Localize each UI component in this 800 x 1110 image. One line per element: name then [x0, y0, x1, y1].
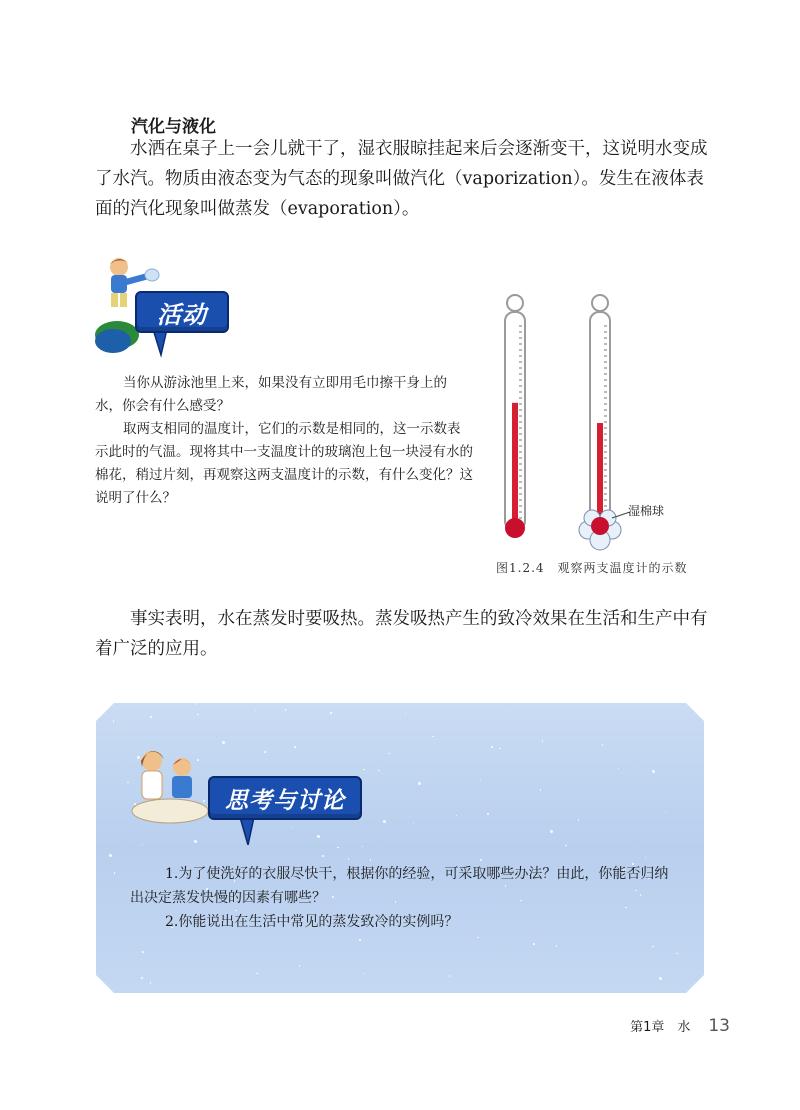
sparkle	[456, 815, 458, 817]
sparkle	[491, 746, 493, 748]
sparkle	[602, 744, 604, 746]
sparkle	[550, 830, 553, 833]
chapter-label: 第1章 水	[630, 1020, 691, 1035]
sparkle	[618, 768, 620, 770]
sparkle	[383, 820, 386, 823]
sparkle	[388, 753, 390, 755]
sparkle	[432, 736, 434, 738]
figure-caption: 图1.2.4 观察两支温度计的示数	[496, 561, 688, 575]
sparkle	[645, 857, 647, 859]
sparkle	[378, 770, 380, 772]
sparkle	[299, 965, 301, 967]
sparkle	[413, 822, 415, 824]
wet-cotton-ball-icon	[579, 510, 621, 550]
activity-badge	[95, 255, 235, 365]
sparkle	[480, 779, 482, 781]
activity-text	[95, 372, 473, 510]
sparkle	[141, 977, 143, 979]
sparkle	[256, 973, 258, 975]
activity-paragraph: 当你从游泳池里上来，如果没有立即用毛巾擦干身上的水，你会有什么感受？	[95, 375, 447, 414]
dry-thermometer	[505, 295, 525, 538]
sparkle	[127, 782, 129, 784]
sparkle	[359, 939, 361, 941]
discussion-text	[130, 862, 675, 934]
wet-cotton-label: 湿棉球	[628, 504, 665, 518]
discussion-item: 2.你能说出在生活中常见的蒸发致冷的实例吗？	[165, 914, 459, 930]
sparkle	[652, 770, 655, 773]
dry-liquid-column	[512, 403, 518, 522]
sparkle	[330, 712, 332, 714]
discussion-badge-label: 思考与讨论	[208, 776, 362, 820]
sparkle	[348, 858, 350, 860]
sparkle	[499, 748, 501, 750]
discussion-badge	[130, 745, 360, 845]
sparkle	[113, 720, 115, 722]
sparkle	[370, 859, 372, 861]
sparkle	[222, 741, 225, 744]
sparkle	[150, 982, 152, 984]
sparkle	[322, 855, 324, 857]
sparkle	[150, 716, 152, 718]
sparkle	[449, 975, 451, 977]
sparkle	[405, 713, 407, 715]
page-number: 13	[708, 1016, 730, 1036]
sparkle	[363, 769, 365, 771]
wet-liquid-column	[597, 423, 603, 522]
sparkle	[195, 703, 197, 705]
discussion-item: 1.为了使洗好的衣服尽快干，根据你的经验，可采取哪些办法？由此，你能否归纳出决定蒸发快慢的因素有哪些？	[130, 866, 669, 906]
sparkle	[477, 937, 479, 939]
sparkle	[480, 859, 482, 861]
activity-paragraph: 取两支相同的温度计，它们的示数是相同的，这一示数表示此时的气温。现将其中一支温度计的玻璃泡上包一块浸有水的棉花，稍过片刻，再观察这两支温度计的示数，有什么变化？这说明了什么？	[95, 421, 473, 506]
sparkle	[676, 953, 678, 955]
section-title: 汽化与液化	[131, 117, 216, 137]
sparkle	[487, 813, 489, 815]
sparkle	[285, 709, 287, 711]
sparkle	[652, 946, 654, 948]
sparkle	[418, 782, 421, 785]
sparkle	[578, 819, 580, 821]
intro-paragraph: 水洒在桌子上一会儿就干了，湿衣服晾挂起来后会逐渐变干，这说明水变成了水汽。物质由液态变为气态的现象叫做汽化（vaporization）。发生在液体表面的汽化现象叫做蒸发（evaporation）。	[95, 139, 708, 219]
sparkle	[542, 740, 544, 742]
sparkle	[659, 977, 662, 980]
sparkle	[197, 714, 199, 716]
sparkle	[337, 847, 339, 849]
activity-badge-label: 活动	[135, 291, 229, 333]
sparkle	[362, 846, 364, 848]
fact-paragraph: 事实表明，水在蒸发时要吸热。蒸发吸热产生的致冷效果在生活和生产中有着广泛的应用。	[95, 609, 708, 659]
sparkle	[665, 811, 667, 813]
sparkle	[540, 789, 542, 791]
thermometer-figure	[488, 290, 708, 580]
sparkle	[142, 951, 144, 953]
sparkle	[565, 845, 567, 847]
sparkle	[363, 973, 365, 975]
sparkle	[556, 945, 558, 947]
sparkle	[255, 710, 257, 712]
sparkle	[109, 854, 112, 857]
dry-bulb	[505, 518, 525, 538]
sparkle	[114, 872, 116, 874]
wet-thermometer	[579, 295, 630, 550]
sparkle	[533, 943, 535, 945]
page-footer	[630, 1016, 730, 1036]
